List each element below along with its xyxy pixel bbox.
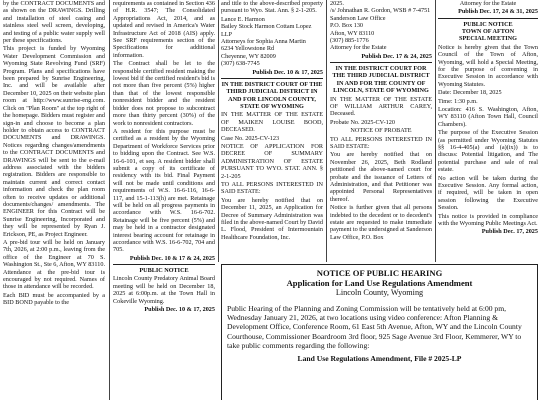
column-divider [435, 0, 436, 262]
notice-box-subtitle: Application for Land Use Regulations Amendment [286, 278, 473, 288]
attorney-signature-block: 2025. /s/ Johnathan R. Gordon, WSB # 7-4751 Sanderson Law Office P.O. Box 130 Afton, WY 83110 (307) 885-1776 Attorney for the Estate [330, 0, 431, 52]
notice-body: You are hereby notified that on December 11, 2025, an Application for Decree of Summary Administration was filed in the above-named Court by David L. Flood, President of Intermountain Healthcare Foundation, Inc. [221, 196, 323, 241]
column-4 [330, 0, 432, 262]
notice-separator [221, 78, 323, 79]
column-divider [109, 0, 110, 400]
column-2 [113, 0, 215, 400]
notice-box-location: Lincoln County, Wyoming [335, 288, 424, 297]
estate-matter: IN THE MATTER OF THE ESTATE OF MAIKEN LOUISE BOOD, DECEASED. [221, 111, 323, 134]
publish-line: Publish Dec. 17 & 24, 2025 [361, 52, 432, 60]
notice-body-2: Notice is further given that all persons indebted to the decedent or to decedent's estate are requested to make immediate payment to the undersigned at Sanderson Law Office, P.O. Box [330, 204, 432, 241]
meeting-action: No action will be taken during the Executive Session. Any formal action, if required, will be taken in open session following the Executive Session. [438, 174, 538, 212]
public-hearing-notice-box [221, 264, 538, 400]
col1-paragraph-4: Each BID must be accompanied by a BID BOND payable to the [3, 291, 105, 307]
col1-paragraph-3: A pre-bid tour will be held on January 7th, 2026, at 2:00 p.m., leaving from the office of the Engineer at 70 S. Washington St., Ste 6, Afton, WY 83110. Attendance at the pre-bid tour is encouraged by not required. Names of those in attendance will be recorded. [3, 239, 105, 291]
probate-number: Probate No. 2025-CV-120 [330, 118, 395, 126]
case-number: Case No. 2025-CV-123 [221, 134, 280, 142]
meeting-location: Location: 416 S. Washington, Afton, WY 83110 (Afton Town Hall, Council Chambers). [438, 105, 538, 128]
notice-heading: PUBLIC NOTICE [139, 266, 189, 274]
publish-line: Publish Dec. 17, 24 & 31, 2025 [458, 8, 538, 16]
meeting-compliance: This notice is provided in compliance with the Wyoming Public Meetings Act. [438, 212, 538, 228]
notice-separator [113, 264, 215, 265]
estate-matter: IN THE MATTER OF THE ESTATE OF WILLIAM ARTHUR CAREY, Deceased. [330, 95, 432, 118]
notice-box-item-heading: Land Use Regulations Amendment, File # 2025-LP [297, 354, 462, 364]
col2-paragraph-1: requirements as contained in Section 436 of H.R. 3547; The Consolidated Appropriations Act, 2014, and as updated and revised in America's Water Infrastructure Act of 2018 (AIS) apply. See SRF requirements section of the Specifications for additional information. [113, 0, 215, 59]
meeting-purpose: The purpose of the Executive Session (as permitted under Wyoming Statutes §§ 16-4-405(a) and (a)(ix)) is to discuss: Potential litigation, and The potential purchase and sale of real estate. [438, 129, 538, 174]
col2-paragraph-2: The Contract shall be let to the responsible certified resident making the lowest bid if the certified resident's bid is not more than five percent (5%) higher than that of the lowest responsible nonresident bidder and the resident bidder does not propose to subcontract more than thirty percent (30%) of the work to nonresident contractors. [113, 60, 215, 127]
notice-title: NOTICE OF PROBATE [350, 127, 412, 135]
column-5 [438, 0, 538, 262]
column-divider [326, 0, 327, 262]
notice-box-title: NOTICE OF PUBLIC HEARING [316, 268, 443, 278]
column-3 [221, 0, 323, 262]
notice-body: You are hereby notified that on November 26, 2025, Beth Rodland petitioned the above-named court for probate and the issuance of Letters of Administration, and that Petitioner was appointed Personal Representatives thereof. [330, 151, 432, 203]
col2-paragraph-3: A resident for this purpose must be certified as a resident by the Wyoming Department of Workforce Services prior to bidding upon the Contract. See W.S. 16-6-101, et seq. A resident bidder shall submit a copy of its certificate of residency with its bid. Final Payment will not be made until conditions and requirements of W.S. 16-6-116, 16-6-117, and 15-1-113(h) are met. Retainage will be held on all progress payments in accordance with W.S. 16-6-702. Retainage will be five percent (5%) and may be held in a contractor designated interest bearing account for retainage in accordance with W.S. 16-6-702, 704 and 705. [113, 127, 215, 254]
notice-separator [330, 62, 432, 63]
col1-paragraph-1: by the CONTRACT DOCUMENTS and as shown on the DRAWINGS. Drilling and installation of steel casing and stainless steel well screen, developing, and testing of a public water supply well per these specifications. [3, 0, 105, 45]
notice-body: Lincoln County Predatory Animal Board meeting will be held on December 18, 2025 at 6:00p.m. at the Town Hall in Cokeville Wyoming. [113, 275, 215, 305]
meeting-date: Date: December 18, 2025 [438, 89, 502, 97]
col1-paragraph-2: This project is funded by Wyoming Water Development Commission and Wyoming State Revolving Fund (SRF) Program. Plans and specifications have been prepared by Sunrise Engineering, Inc. and will be available after December 10, 2025 on their website plan room at http://www.sunrise-eng.com. Click on "Plan Room" at the top right of the homepage. Bidders must register and sign-in and choose to become a plan holder to obtain access to CONTRACT DOCUMENTS and DRAWINGS. Notices regarding changes/amendments to the CONTRACT DOCUMENTS and DRAWINGS will be sent to the e-mail address associated with the bidders registration. Bidders are responsible to maintain current and correct contact information and check the plan room often to receive updates or additional documents/changes/ amendments. The ENGINEER for this Contract will be Sunrise Engineering, Incorporated and they will be represented by Ryan J. Erickson, PE, as Project Engineer. [3, 45, 105, 238]
notice-box-body: Public Hearing of the Planning and Zoning Commission will be tentatively held at 6:00 pm, Wednesday January 21, 2026, at two locations using video conference: Afton Planning & Development Office, Conference Room, 61 East 5th Avenue, Afton, WY and the Lincoln County Courthouse, Commissioner Boardroom 3rd floor, 925 Sage Avenue 3rd Floor, Kemmerer, WY to take public comments regarding the following: [227, 304, 522, 350]
col3-paragraph-1: and title to the above-described property pursuant to Wyo. Stat. Ann. § 2-1-205. [221, 0, 323, 15]
notice-separator [438, 18, 538, 19]
notice-addressee: TO ALL PERSONS INTERESTED IN SAID ESTATE: [221, 181, 323, 196]
attorney-signature-block: Lance E. Harmon Bailey Stock Harmon Cottam Lopez LLP Attorneys for Sophia Anna Martin 6234 Yellowstone Rd Cheyenne, WY 82009 (307) 638-7745 [221, 15, 312, 68]
meeting-body: Notice is hereby given that the Town Council of the Town of Afton, Wyoming, will hold a Special Meeting, for the purpose of convening in Executive Session in accordance with Wyoming Statutes. [438, 43, 538, 88]
meeting-time: Time: 1:30 p.m. [438, 97, 478, 105]
publish-line: Publish Dec. 17, 2025 [481, 228, 538, 236]
notice-heading: PUBLIC NOTICE TOWN OF AFTON SPECIAL MEETING [459, 20, 517, 43]
publish-line: Publish Dec. 10 & 17, 2025 [144, 305, 215, 313]
court-heading: IN THE DISTRICT COURT FOR THE THIRD JUDICIAL DISTRICT IN AND FOR THE COUNTY OF LINCOLN, STATE OF WYOMING [332, 64, 430, 95]
column-1 [3, 0, 105, 400]
column-divider [218, 0, 219, 262]
publish-line: Publish Dec. 10 & 17 & 24, 2025 [129, 254, 215, 262]
publish-line: Publish Dec. 10 & 17, 2025 [252, 68, 323, 76]
attorney-line: Attorney for the Estate [459, 0, 517, 7]
notice-title: NOTICE OF APPLICATION FOR DECREE OF SUMMARY ADMINISTRATION OF ESTATE PURSUANT TO WYO. STAT. ANN. § 2-1-205 [221, 143, 323, 180]
court-heading: IN THE DISTRICT COURT OF THE THIRD JUDICIAL DISTRICT IN AND FOR LINCOLN COUNTY, STATE OF WYOMING [221, 80, 323, 110]
notice-addressee: TO ALL PERSONS INTERESTED IN SAID ESTATE: [330, 135, 432, 150]
